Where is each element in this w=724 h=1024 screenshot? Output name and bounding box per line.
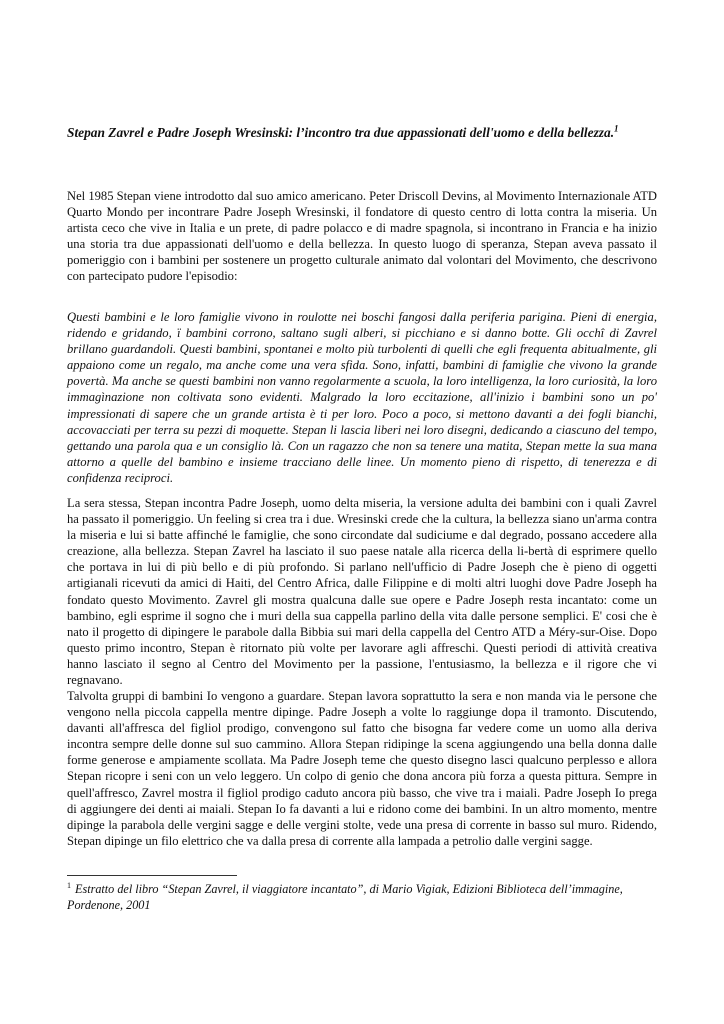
footnote-divider <box>67 875 237 876</box>
title-text: Stepan Zavrel e Padre Joseph Wresinski: l’incontro tra due appassionati dell'uomo e della bellezza. <box>67 125 615 140</box>
quoted-passage: Questi bambini e le loro famiglie vivono in roulotte nei boschi fangosi dalla periferia parigina. Pieni di energia, ridendo e gridando, ï bambini corrono, saltano sugli alberi, si picchiano e si danno botte. Gli occhî di Zavrel brillano guardandoli. Questi bambini, spontanei e molto più turbolenti di quelli che egli frequenta abitualmente, gli appaiono come un regalo, ma anche come una vera sfida. Sono, infatti, bambini di famiglie che vivono la grande povertà. Ma anche se questi bambini non vanno regolarmente a scuola, la loro intelligenza, la loro curiosità, la loro immagìnazione non coltivata sono evidenti. Malgrado la loro eccitazione, all'inizio i bambini sono un po' impressionati di sapere che un grande artista è ti per loro. Poco a poco, si mettono davanti a dei fogli bianchi, accovacciati per terra su pezzi di moquette. Stepan li lascia liberi nei loro disegni, dedicando a ciascuno del tempo, gettando una parola qua e un consiglio là. Con un ragazzo che non sa tenere una matita, Stepan mette la sua mana attorno a quelle del bambino e insieme tracciano delle linee. Un momento pieno di rispetto, di tenerezza e di confidenza reciproci. <box>67 310 657 485</box>
document-title <box>67 124 657 142</box>
footnote-text: Estratto del libro “Stepan Zavrel, il viaggiatore incantato”, di Mario Vigiak, Edizioni Biblioteca dell’immagine, Pordenone, 2001 <box>67 882 623 912</box>
paragraph-children-watching: Talvolta gruppi di bambini Io vengono a guardare. Stepan lavora soprattutto la sera e non manda via le persone che vengono nella piccola cappella mentre dipinge. Padre Joseph a volte lo raggiunge dopa il tramonto. Discutendo, davanti all'affresca del figliol prodigo, convengono sul fatto che bisogna far vedere come un uomo alla deriva incontra sempre delle donne sul suo cammino. Allora Stepan ridipinge la scena aggiungendo una bella donna dalle forme generose e ampiamente scollata. Ma Padre Joseph teme che questo disegno lasci qualcuno perplesso e allora Stepan ricopre i seni con un velo leggero. Un colpo di genio che dona ancora più forza a questa pittura. Sempre in quell'affresco, Zavrel mostra il figliol prodigo caduto ancora più basso, che vive tra i maiali. Padre Joseph Io prega di aggiungere dei denti ai maiali. Stepan Io fa davanti a lui e ridono come dei bambini. In un altro momento, mentre dipinge la parabola delle vergini sagge e delle vergini stolte, vede una presa di corrente in basso sul muro. Ridendo, Stepan dipinge un filo elettrico che va dalla presa di corrente alla lampada a petrolio dalle vergini sagge. <box>67 689 657 848</box>
title-footnote-marker: 1 <box>614 123 619 134</box>
paragraph-intro: Nel 1985 Stepan viene introdotto dal suo amico americano. Peter Driscoll Devins, al Movimento Internazionale ATD Quarto Mondo per incontrare Padre Joseph Wresinski, il fondatore di questo centro di lotta contra la miseria. Un artista ceco che vive in Italia e un prete, di padre polacco e di madre spagnola, si incontrano in Francia e ha inizio una storia tra due appassionati dell'uomo e della bellezza. In questo luogo di speranza, Stepan aveva passato il pomeriggio con i bambini per sostenere un progetto culturale animato dal volontari del Movimento, che descrivono con partecipato pudore l'episodio: <box>67 189 658 284</box>
paragraph-evening-meeting: La sera stessa, Stepan incontra Padre Joseph, uomo delta miseria, la versione adulta dei bambini con i quali Zavrel ha passato il pomeriggio. Un feeling si crea tra i due. Wresinski crede che la cultura, la bellezza siano un'arma contra la miseria e lui si batte affinché le famiglie, che sono circondate dal sudiciume e dal degrado, possano accedere alla creazione, alla bellezza. Stepan Zavrel ha lasciato il suo paese natale alla ricerca della li-bertà di esprimere quello che portava in lui di più bello e di più profondo. Si parlano nell'ufficio di Padre Joseph che è pieno di oggetti artigianali ricevuti da amici di Haiti, del Centro Africa, dalle Filippine e di molti altri luoghi dove Padre Joseph ha fondato questo Movimento. Zavrel gli mostra qualcuna dalle sue opere e Padre Joseph resta incantato: come un bambino, egli esprime il sogno che i muri della sua cappella parlino della vita dalle persone semplici. E' cosi che è nato il progetto di dipingere le parabole dalla Bibbia sui mari della cappella del Centro ATD a Méry-sur-Oise. Dopo questo primo incontro, Stepan è ritornato più volte per lavorare agli affreschi. Questi periodi di attività creativa hanno lasciato il segno al Centro del Movimento per la passione, l'entusiasmo, la bellezza e il rigore che vi regnavano. <box>67 496 657 688</box>
footnote <box>67 881 657 913</box>
footnote-marker: 1 <box>67 880 71 890</box>
